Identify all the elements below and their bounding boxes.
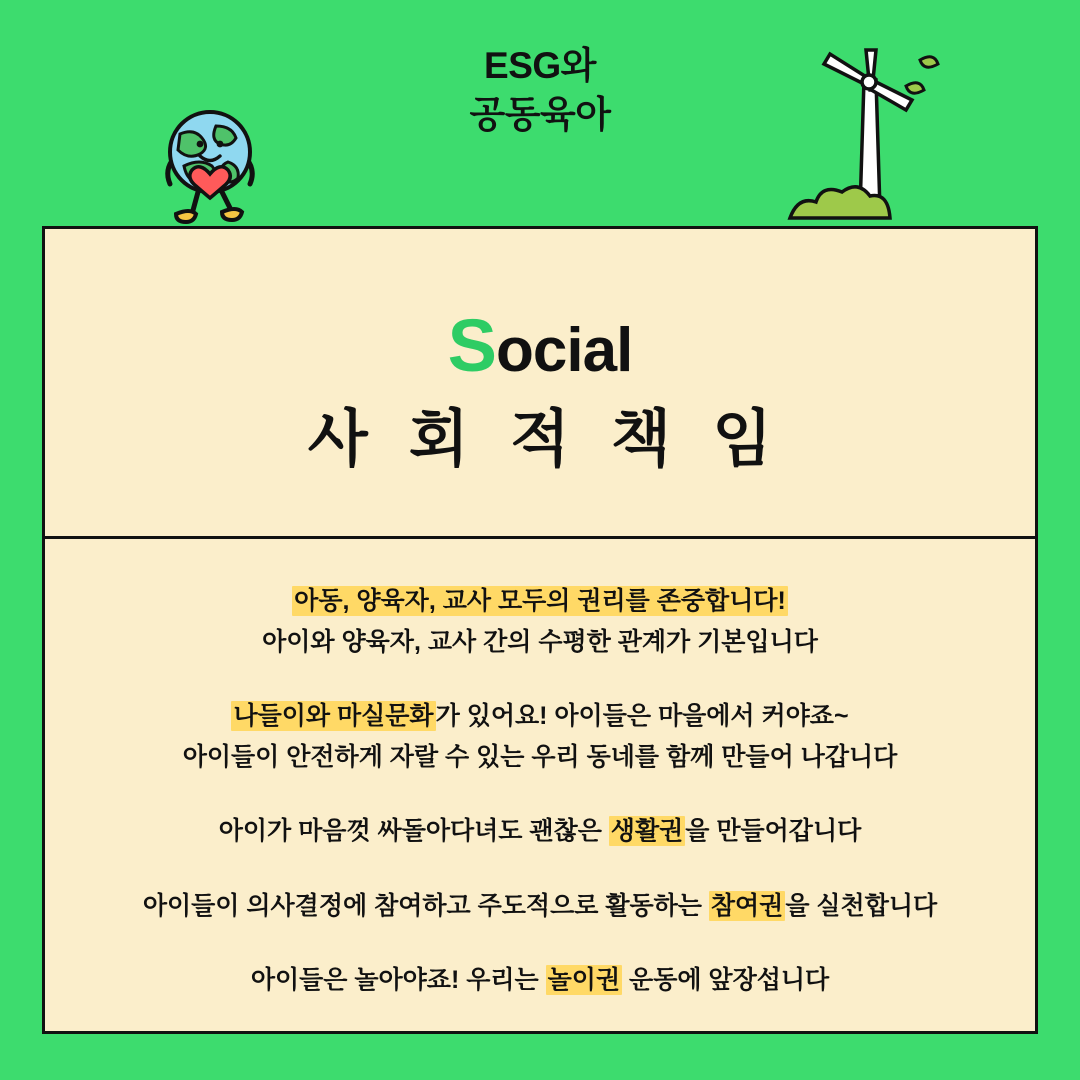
card-body	[45, 539, 1035, 1031]
plain-text: 을 실천합니다	[785, 891, 938, 920]
highlighted-text: 나들이와 마실문화	[233, 702, 434, 730]
text-line	[85, 960, 995, 1001]
plain-text: 아이들이 의사결정에 참여하고 주도적으로 활동하는	[142, 891, 709, 920]
english-title	[447, 303, 633, 387]
plain-text: 아이가 마음껏 싸돌아다녀도 괜찮은	[218, 817, 609, 845]
plain-text: 아이와 양육자, 교사 간의 수평한 관계가 기본입니다	[262, 627, 818, 656]
content-card	[42, 226, 1038, 1034]
text-line	[85, 622, 995, 663]
paragraph-living-rights	[85, 811, 995, 852]
highlighted-text: 놀이권	[547, 966, 621, 994]
paragraph-participation-rights	[85, 886, 995, 927]
paragraph-play-rights	[85, 960, 995, 1001]
text-line	[85, 811, 995, 852]
globe-character-icon	[150, 100, 270, 230]
highlighted-text: 아동, 양육자, 교사 모두의 권리를 존중합니다!	[294, 587, 786, 615]
text-line	[85, 581, 995, 622]
highlighted-text: 생활권	[610, 817, 684, 845]
english-title-rest: ocial	[496, 315, 633, 385]
text-line	[85, 737, 995, 778]
paragraph-outing-culture	[85, 696, 995, 777]
text-line	[85, 886, 995, 927]
card-heading-section	[45, 229, 1035, 539]
plain-text: 아이들은 놀아야죠! 우리는	[250, 966, 546, 994]
plain-text: 운동에 앞장섭니다	[622, 966, 830, 994]
page-title: ESG와 공동육아	[469, 45, 611, 135]
plain-text: 아이들이 안전하게 자랄 수 있는 우리 동네를 함께 만들어 나갑니다	[182, 742, 898, 771]
paragraph-rights-respect	[85, 581, 995, 662]
header	[0, 0, 1080, 226]
highlighted-text: 참여권	[710, 891, 784, 920]
english-title-initial: S	[447, 303, 497, 387]
korean-title: 사 회 적 책 임	[307, 404, 785, 474]
plain-text: 을 만들어갑니다	[685, 817, 862, 845]
plain-text: 가 있어요! 아이들은 마을에서 커야죠~	[435, 702, 849, 730]
wind-turbine-icon	[780, 40, 960, 235]
text-line	[85, 696, 995, 737]
